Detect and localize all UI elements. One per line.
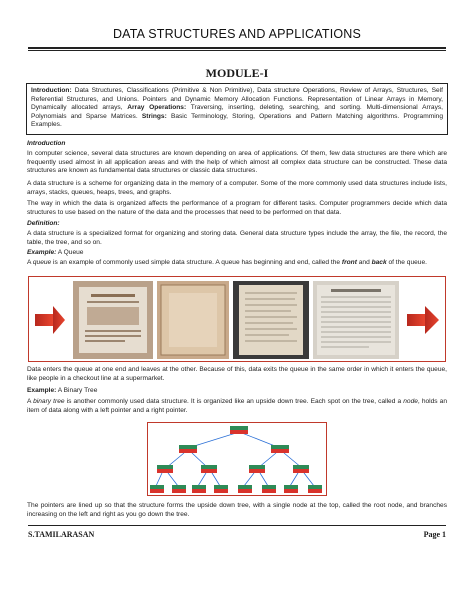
tree-node: [271, 445, 289, 453]
tree-node: [293, 465, 309, 473]
p5-c: and: [356, 259, 372, 266]
tree-leaf: [150, 485, 164, 493]
example-1-label: Example:: [27, 249, 57, 256]
syllabus-box: [26, 83, 448, 135]
header-title: DATA STRUCTURES AND APPLICATIONS: [112, 27, 362, 41]
tree-leaf: [192, 485, 206, 493]
p5-front-term: front: [341, 259, 357, 266]
p5-queue-term: queue: [32, 259, 52, 266]
p7-b: is another commonly used data structure. It is organized like an upside down tree. Each spot on the tree, called a: [64, 398, 404, 405]
p5-b: is an example of commonly used simple data structure. A queue has beginning and end, called the: [51, 259, 342, 266]
header-rule: [28, 47, 446, 49]
paragraph-7: [27, 398, 447, 415]
paragraph-4: A data structure is a specialized format for organizing and storing data. General data structure types include the array, the file, the record, the table, the tree, and so on.: [27, 230, 447, 246]
syllabus-array-text: Traversing, inserting, deleting, searching, and sorting. Multi-dimensional Arrays, Polynomials and Sparse Matrices.: [31, 104, 443, 120]
tree-edges: [156, 433, 314, 486]
p7-a: A: [27, 398, 34, 405]
tree-node: [157, 465, 173, 473]
p5-d: of the queue.: [386, 259, 427, 266]
example-1-value: A Queue: [57, 249, 84, 256]
paragraph-1: In computer science, several data structures are known depending on area of applications. Of them, few data structures are there which are frequently used almost in all application areas and with the help of which almost all complex data structure can be constructed. These data structures are known as fundamental data structures or classic data structures.: [27, 150, 447, 175]
paragraph-6: Data enters the queue at one end and leaves at the other. Because of this, data exits the queue in the same order in which it enters the queue, like people in a checkout line at a supermarket.: [27, 366, 447, 382]
binary-tree-figure: [147, 422, 327, 496]
footer-page-number: Page 1: [423, 530, 446, 539]
queue-document-image-4: [313, 281, 399, 359]
tree-leaf: [308, 485, 322, 493]
queue-figure: [28, 276, 446, 362]
tree-leaf: [284, 485, 298, 493]
syllabus-array-label: Array Operations:: [127, 104, 187, 112]
paragraph-5: [27, 259, 447, 268]
p7-node-term: node: [403, 398, 418, 405]
definition-heading: Definition:: [27, 220, 60, 227]
tree-node: [179, 445, 197, 453]
example-2-line: [27, 387, 447, 396]
queue-document-image-2: [157, 281, 229, 359]
tree-leaf: [214, 485, 228, 493]
module-title: MODULE-I: [205, 66, 269, 80]
footer-author: S.TAMILARASAN: [28, 530, 95, 539]
example-2-value: A Binary Tree: [57, 387, 98, 394]
paragraph-2: A data structure is a scheme for organizing data in the memory of a computer. Some of the more commonly used data structures include lists, arrays, stacks, queues, heaps, trees, and graphs.: [27, 180, 447, 196]
tree-node: [249, 465, 265, 473]
tree-leaf: [172, 485, 186, 493]
syllabus-intro-text: Data Structures, Classifications (Primitive & Non Primitive), Data structure Operations, Review of Arrays, Structures, Self Referential Structures, and Unions. Pointers and Dynamic Memory Allocation Functions. Representation of Linear Arrays in Memory, Dynamically allocated arrays,: [31, 87, 443, 112]
tree-node: [201, 465, 217, 473]
tree-leaf: [238, 485, 252, 493]
binary-tree-illustration: [148, 423, 328, 497]
p5-a: A: [27, 259, 33, 266]
paragraph-8: The pointers are lined up so that the structure forms the upside down tree, with a single node at the top, called the root node, and branches increasing on the left and right as you go down the tree.: [27, 502, 447, 518]
p7-tree-term: binary tree: [33, 398, 65, 405]
queue-right-arrow-icon: [407, 306, 439, 334]
header-rule-thin: [28, 50, 446, 51]
queue-document-image-1: [73, 281, 153, 359]
syllabus-strings-text: Basic Terminology, Storing, Operations and Pattern Matching algorithms. Programming Examples.: [31, 112, 443, 129]
queue-left-arrow-icon: [35, 306, 65, 334]
syllabus-strings-label: Strings:: [141, 112, 167, 120]
example-1-line: [27, 249, 447, 258]
queue-document-image-3: [233, 281, 309, 359]
p7-c: , holds an item of data along with a left pointer and a right pointer.: [27, 398, 448, 414]
syllabus-intro-label: Introduction:: [31, 87, 72, 94]
p5-back-term: back: [371, 259, 387, 266]
tree-leaf: [262, 485, 276, 493]
footer-rule: [28, 525, 446, 526]
tree-node-root: [230, 426, 248, 434]
example-2-label: Example:: [27, 387, 57, 394]
introduction-heading: Introduction: [27, 140, 66, 147]
queue-illustration: [29, 277, 447, 363]
paragraph-3: The way in which the data is organized affects the performance of a program for different tasks. Computer programmers decide which data structures to use based on the nature of the data and the processes that need to be performed on that data.: [27, 200, 447, 216]
